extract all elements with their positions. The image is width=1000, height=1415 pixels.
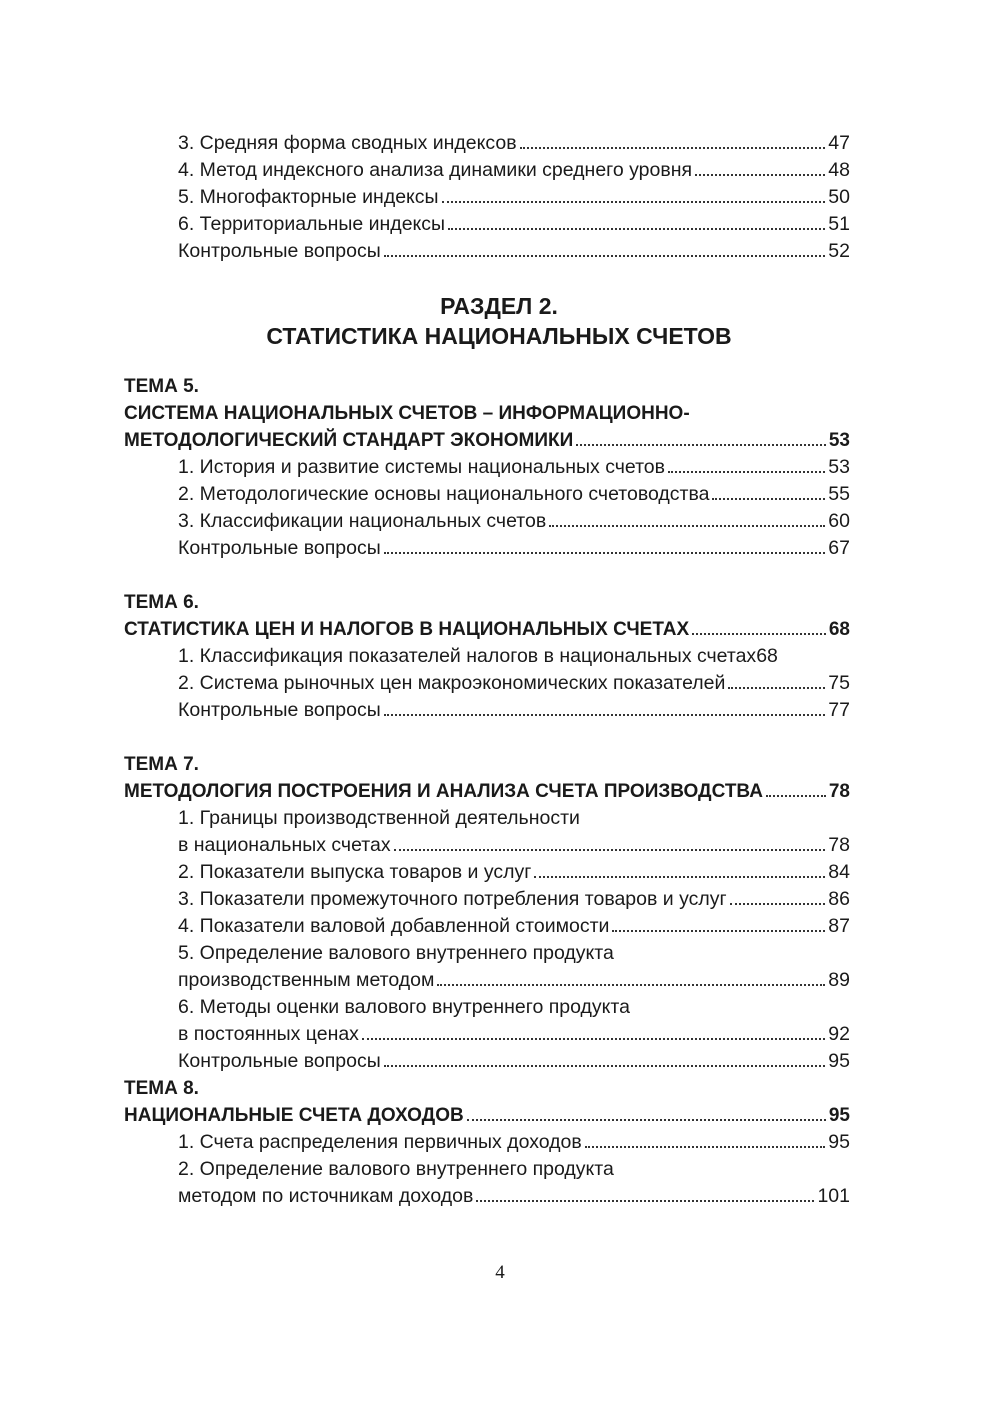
theme-entry[interactable] [124,616,850,643]
toc-entry[interactable] [124,454,850,481]
toc-entry-page: 60 [828,510,850,532]
theme-label [124,373,850,400]
toc-entry-page: 68 [756,645,778,667]
theme-label-text: ТЕМА 6. [124,592,199,613]
leader-dots [362,1038,825,1040]
theme-entry[interactable] [124,427,850,454]
theme-title-text: НАЦИОНАЛЬНЫЕ СЧЕТА ДОХОДОВ [124,1105,464,1126]
leader-dots [730,903,826,905]
leader-dots [692,633,826,635]
toc-entry-title: 3. Показатели промежуточного потребления товаров и услуг [178,888,727,910]
section-title: СТАТИСТИКА НАЦИОНАЛЬНЫХ СЧЕТОВ [266,323,732,349]
leader-dots [520,147,826,149]
toc-entry-line [124,940,850,967]
toc-entry[interactable] [124,697,850,724]
toc-entry[interactable] [124,913,850,940]
theme-label [124,1075,850,1102]
leader-dots [394,849,826,851]
toc-entry-title: 2. Система рыночных цен макроэкономических показателей [178,672,726,694]
section-number: РАЗДЕЛ 2. [440,293,558,319]
leader-dots [442,201,826,203]
theme-title-text: МЕТОДОЛОГИЯ ПОСТРОЕНИЯ И АНАЛИЗА СЧЕТА ПРОИЗВОДСТВА [124,781,763,802]
theme-label-text: ТЕМА 8. [124,1078,199,1099]
toc-entry-page: 89 [828,969,850,991]
toc-entry-title: 2. Показатели выпуска товаров и услуг [178,861,532,883]
toc-entry[interactable] [124,1021,850,1048]
toc-entry[interactable] [124,1129,850,1156]
toc-entry-page: 51 [828,213,850,235]
theme-title-text: СТАТИСТИКА ЦЕН И НАЛОГОВ В НАЦИОНАЛЬНЫХ СЧЕТАХ [124,619,690,640]
toc-entry-page: 68 [828,619,850,640]
leader-dots [437,984,825,986]
theme-title-text: СИСТЕМА НАЦИОНАЛЬНЫХ СЧЕТОВ – ИНФОРМАЦИОННО- [124,403,690,424]
toc-entry-title: 1. Границы производственной деятельности [178,807,580,829]
toc-entry[interactable] [124,886,850,913]
leader-dots [766,795,826,797]
toc-entry-title: 5. Определение валового внутреннего продукта [178,942,614,964]
leader-dots [384,1065,826,1067]
toc-entry-page: 92 [828,1023,850,1045]
toc-entry-title: 2. Методологические основы национального счетоводства [178,483,710,505]
toc-entry[interactable] [124,211,850,238]
toc-entry-title: производственным методом [178,969,435,991]
toc-entry-page: 95 [828,1105,850,1126]
leader-dots [467,1119,826,1121]
toc-entry-line [124,1156,850,1183]
toc-entry-title: Контрольные вопросы [178,537,381,559]
toc-entry-line [124,994,850,1021]
spacer [124,724,850,751]
toc-entry-page: 95 [828,1050,850,1072]
toc-entry[interactable] [124,508,850,535]
toc-entry-title: в постоянных ценах [178,1023,359,1045]
toc-entry[interactable] [124,670,850,697]
toc-entry[interactable] [124,481,850,508]
toc-entry[interactable] [124,535,850,562]
toc-entry-page: 77 [828,699,850,721]
toc-entry-page: 101 [817,1185,850,1207]
toc-entry-title: методом по источникам доходов [178,1185,474,1207]
theme-entry[interactable] [124,1102,850,1129]
leader-dots [695,174,825,176]
toc-entry-page: 78 [828,834,850,856]
toc-entry-page: 52 [828,240,850,262]
toc-entry-page: 53 [828,456,850,478]
toc-entry-title: 3. Классификации национальных счетов [178,510,547,532]
toc-entry-line [124,805,850,832]
table-of-contents [124,130,850,1210]
leader-dots [534,876,825,878]
toc-entry[interactable] [124,130,850,157]
toc-entry-title: 3. Средняя форма сводных индексов [178,132,517,154]
toc-entry-page: 53 [828,430,850,451]
toc-entry[interactable] [124,184,850,211]
leader-dots [712,498,825,500]
toc-entry-title: Контрольные вопросы [178,1050,381,1072]
toc-entry-page: 67 [828,537,850,559]
toc-entry-title: 6. Методы оценки валового внутреннего продукта [178,996,630,1018]
leader-dots [576,444,826,446]
toc-entry-page: 84 [828,861,850,883]
toc-entry-page: 48 [828,159,850,181]
toc-entry-title: Контрольные вопросы [178,699,381,721]
toc-entry[interactable] [124,967,850,994]
toc-entry-title: Контрольные вопросы [178,240,381,262]
spacer [124,265,850,291]
theme-label [124,751,850,778]
page-number: 4 [495,1262,505,1283]
toc-entry[interactable] [124,643,850,670]
leader-dots [384,714,826,716]
theme-entry[interactable] [124,778,850,805]
spacer [124,562,850,589]
toc-entry-page: 75 [828,672,850,694]
toc-entry[interactable] [124,1183,850,1210]
toc-entry-title: 4. Метод индексного анализа динамики среднего уровня [178,159,693,181]
leader-dots [384,255,826,257]
leader-dots [476,1200,814,1202]
toc-entry[interactable] [124,238,850,265]
toc-entry-title: в национальных счетах [178,834,391,856]
theme-label-text: ТЕМА 5. [124,376,199,397]
toc-entry-title: 1. История и развитие системы национальных счетов [178,456,665,478]
toc-entry-title: 4. Показатели валовой добавленной стоимости [178,915,610,937]
leader-dots [585,1146,826,1148]
toc-entry-title: 2. Определение валового внутреннего продукта [178,1158,614,1180]
leader-dots [668,471,825,473]
theme-title-text: МЕТОДОЛОГИЧЕСКИЙ СТАНДАРТ ЭКОНОМИКИ [124,430,574,451]
leader-dots [728,687,825,689]
toc-entry[interactable] [124,1048,850,1075]
section-heading [148,291,850,351]
toc-entry-page: 78 [828,781,850,802]
leader-dots [612,930,825,932]
spacer [124,351,850,373]
toc-entry[interactable] [124,832,850,859]
toc-entry-title: 1. Классификация показателей налогов в национальных счетах [178,645,757,667]
toc-entry-page: 95 [828,1131,850,1153]
toc-entry-title: 6. Территориальные индексы [178,213,446,235]
theme-label-text: ТЕМА 7. [124,754,199,775]
toc-entry[interactable] [124,859,850,886]
toc-entry-title: 5. Многофакторные индексы [178,186,439,208]
leader-dots [384,552,826,554]
theme-label [124,589,850,616]
toc-entry-page: 47 [828,132,850,154]
toc-entry[interactable] [124,157,850,184]
leader-dots [448,228,825,230]
toc-entry-page: 50 [828,186,850,208]
toc-entry-title: 1. Счета распределения первичных доходов [178,1131,582,1153]
toc-entry-page: 86 [828,888,850,910]
theme-title-line [124,400,850,427]
leader-dots [549,525,825,527]
toc-entry-page: 87 [828,915,850,937]
toc-entry-page: 55 [828,483,850,505]
